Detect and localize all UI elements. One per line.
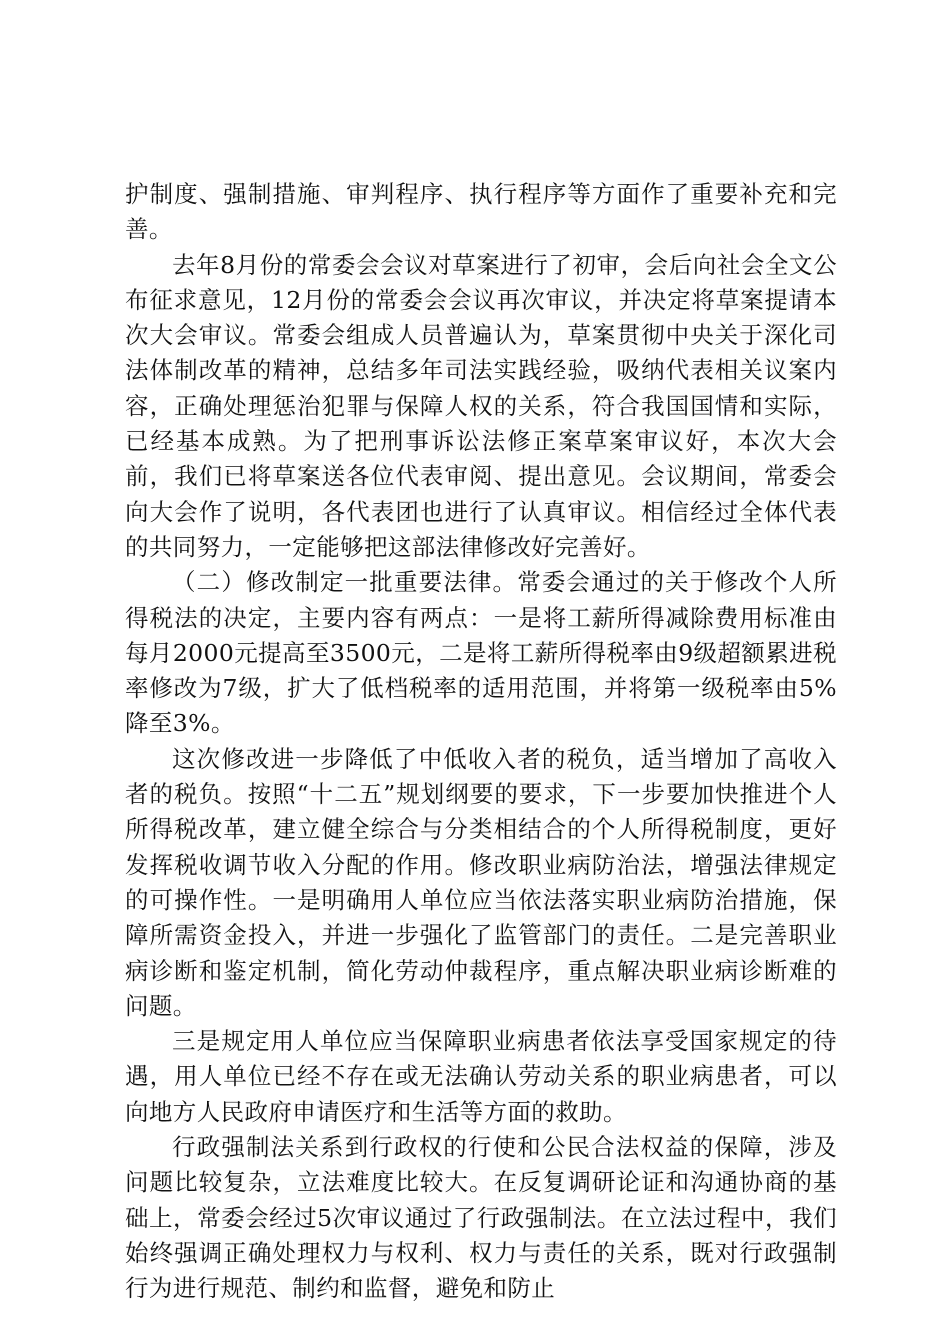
paragraph: 三是规定用人单位应当保障职业病患者依法享受国家规定的待遇，用人单位已经不存在或无法确认劳动关系的职业病患者，可以向地方人民政府申请医疗和生活等方面的救助。 bbox=[125, 1027, 837, 1126]
paragraph: 行政强制法关系到行政权的行使和公民合法权益的保障，涉及问题比较复杂，立法难度比较大。在反复调研论证和沟通协商的基础上，常委会经过5次审议通过了行政强制法。在立法过程中，我们始终强调正确处理权力与权利、权力与责任的关系，既对行政强制行为进行规范、制约和监督，避免和防止 bbox=[125, 1133, 837, 1303]
paragraph: （二）修改制定一批重要法律。常委会通过的关于修改个人所得税法的决定，主要内容有两点：一是将工薪所得减除费用标准由每月2000元提高至3500元，二是将工薪所得税率由9级超额累进税率修改为7级，扩大了低档税率的适用范围，并将第一级税率由5%降至3%。 bbox=[125, 568, 837, 738]
paragraph: 这次修改进一步降低了中低收入者的税负，适当增加了高收入者的税负。按照“十二五”规划纲要的要求，下一步要加快推进个人所得税改革，建立健全综合与分类相结合的个人所得税制度，更好发挥税收调节收入分配的作用。修改职业病防治法，增强法律规定的可操作性。一是明确用人单位应当依法落实职业病防治措施，保障所需资金投入，并进一步强化了监管部门的责任。二是完善职业病诊断和鉴定机制，简化劳动仲裁程序，重点解决职业病诊断难的问题。 bbox=[125, 744, 837, 1020]
paragraph-continued: 护制度、强制措施、审判程序、执行程序等方面作了重要补充和完善。 bbox=[125, 180, 837, 244]
paragraph: 去年8月份的常委会会议对草案进行了初审，会后向社会全文公布征求意见，12月份的常委会会议再次审议，并决定将草案提请本次大会审议。常委会组成人员普遍认为，草案贯彻中央关于深化司法体制改革的精神，总结多年司法实践经验，吸纳代表相关议案内容，正确处理惩治犯罪与保障人权的关系，符合我国国情和实际，已经基本成熟。为了把刑事诉讼法修正案草案审议好，本次大会前，我们已将草案送各位代表审阅、提出意见。会议期间，常委会向大会作了说明，各代表团也进行了认真审议。相信经过全体代表的共同努力，一定能够把这部法律修改好完善好。 bbox=[125, 250, 837, 561]
document-body bbox=[125, 177, 837, 1307]
